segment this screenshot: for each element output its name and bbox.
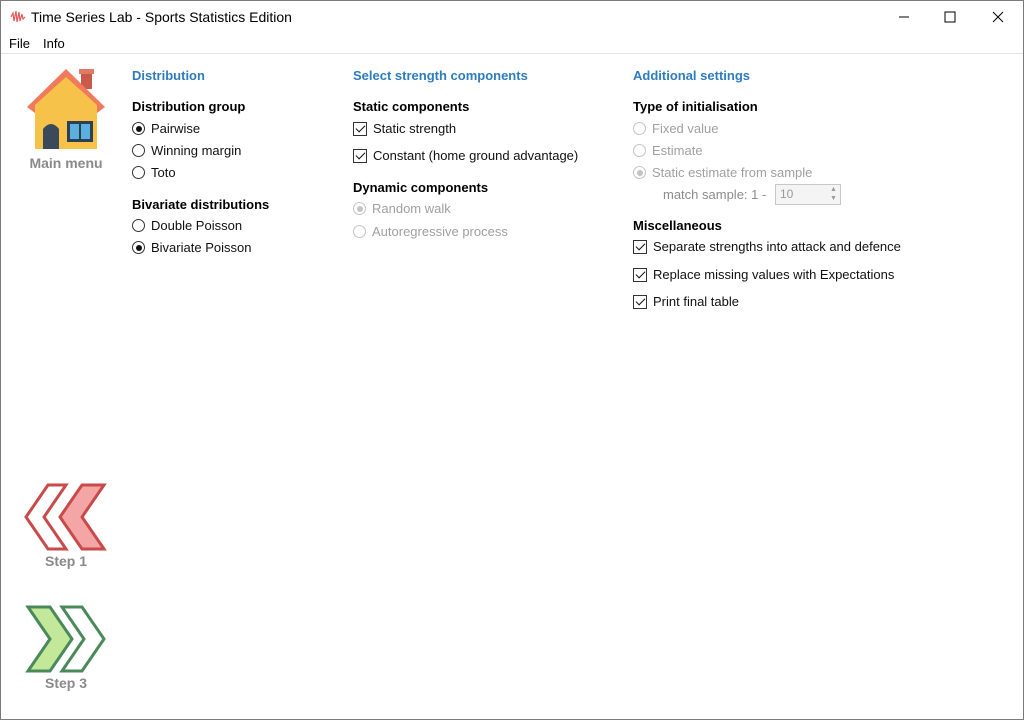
radio-double-poisson[interactable] <box>132 218 242 233</box>
radio-pairwise[interactable] <box>132 121 200 136</box>
radio-winning-margin[interactable] <box>132 143 241 158</box>
checkbox-indicator[interactable] <box>633 268 647 282</box>
radio-indicator[interactable] <box>132 144 145 157</box>
radio-indicator[interactable] <box>132 122 145 135</box>
radio-label: Random walk <box>372 201 451 216</box>
bivariate-title: Bivariate distributions <box>132 197 270 212</box>
radio-fixed-value[interactable] <box>633 121 718 136</box>
house-icon <box>25 67 107 153</box>
match-sample-label: match sample: 1 - <box>663 187 767 202</box>
checkbox-indicator[interactable] <box>633 295 647 309</box>
step-back-label: Step 1 <box>44 553 87 569</box>
main-menu-button[interactable] <box>23 67 109 171</box>
checkbox-indicator[interactable] <box>353 122 367 136</box>
radio-indicator[interactable] <box>633 166 646 179</box>
radio-random-walk[interactable] <box>353 201 451 216</box>
spin-down-icon[interactable]: ▼ <box>830 195 837 202</box>
radio-label: Double Poisson <box>151 218 243 233</box>
close-icon <box>992 11 1004 23</box>
radio-label: Estimate <box>652 143 703 158</box>
dynamic-components-title: Dynamic components <box>353 180 489 195</box>
static-components-title: Static components <box>353 99 470 114</box>
checkbox-indicator[interactable] <box>353 149 367 163</box>
radio-bivariate-poisson[interactable] <box>132 240 251 255</box>
radio-indicator[interactable] <box>132 166 145 179</box>
radio-label: Bivariate Poisson <box>151 240 252 255</box>
menu-file[interactable]: File <box>9 36 30 51</box>
checkbox-label: Separate strengths into attack and defence <box>653 239 901 254</box>
match-sample-spinbox[interactable] <box>775 184 841 205</box>
radio-label: Autoregressive process <box>372 224 508 239</box>
main-menu-label: Main menu <box>29 155 103 171</box>
step-forward-label: Step 3 <box>44 675 87 691</box>
spin-up-icon[interactable]: ▲ <box>830 186 837 193</box>
menu-info[interactable]: Info <box>43 36 65 51</box>
additional-heading: Additional settings <box>633 68 750 83</box>
close-button[interactable] <box>975 1 1021 33</box>
checkbox-label: Replace missing values with Expectations <box>653 267 895 282</box>
checkbox-label: Static strength <box>373 121 457 136</box>
misc-title: Miscellaneous <box>633 218 722 233</box>
checkbox-indicator[interactable] <box>633 240 647 254</box>
radio-toto[interactable] <box>132 165 176 180</box>
double-chevron-left-icon <box>24 483 108 551</box>
checkbox-replace-missing[interactable] <box>633 267 894 282</box>
radio-estimate[interactable] <box>633 143 703 158</box>
minimize-icon <box>898 11 910 23</box>
radio-label: Toto <box>151 165 176 180</box>
window-title: Time Series Lab - Sports Statistics Edition <box>31 9 292 25</box>
distribution-group-title: Distribution group <box>132 99 246 114</box>
radio-label: Static estimate from sample <box>652 165 813 180</box>
radio-indicator[interactable] <box>132 241 145 254</box>
radio-indicator[interactable] <box>633 144 646 157</box>
maximize-button[interactable] <box>927 1 973 33</box>
init-type-title: Type of initialisation <box>633 99 758 114</box>
strength-heading: Select strength components <box>353 68 528 83</box>
checkbox-label: Print final table <box>653 294 739 309</box>
minimize-button[interactable] <box>881 1 927 33</box>
radio-autoregressive[interactable] <box>353 224 508 239</box>
menu-separator <box>1 53 1023 54</box>
radio-indicator[interactable] <box>353 225 366 238</box>
radio-label: Fixed value <box>652 121 719 136</box>
title-bar <box>1 1 1023 33</box>
radio-indicator[interactable] <box>132 219 145 232</box>
step-forward-button[interactable] <box>23 605 109 691</box>
step-back-button[interactable] <box>23 483 109 569</box>
radio-label: Pairwise <box>151 121 201 136</box>
double-chevron-right-icon <box>24 605 108 673</box>
checkbox-constant-home[interactable] <box>353 148 578 163</box>
maximize-icon <box>944 11 956 23</box>
radio-label: Winning margin <box>151 143 242 158</box>
radio-static-estimate[interactable] <box>633 165 812 180</box>
checkbox-label: Constant (home ground advantage) <box>373 148 579 163</box>
radio-indicator[interactable] <box>353 202 366 215</box>
distribution-heading: Distribution <box>132 68 205 83</box>
checkbox-separate-strengths[interactable] <box>633 239 901 254</box>
radio-indicator[interactable] <box>633 122 646 135</box>
match-sample-value: 10 <box>780 187 794 201</box>
app-icon <box>10 10 26 24</box>
menu-bar <box>1 34 1023 54</box>
checkbox-print-final-table[interactable] <box>633 294 739 309</box>
checkbox-static-strength[interactable] <box>353 121 456 136</box>
